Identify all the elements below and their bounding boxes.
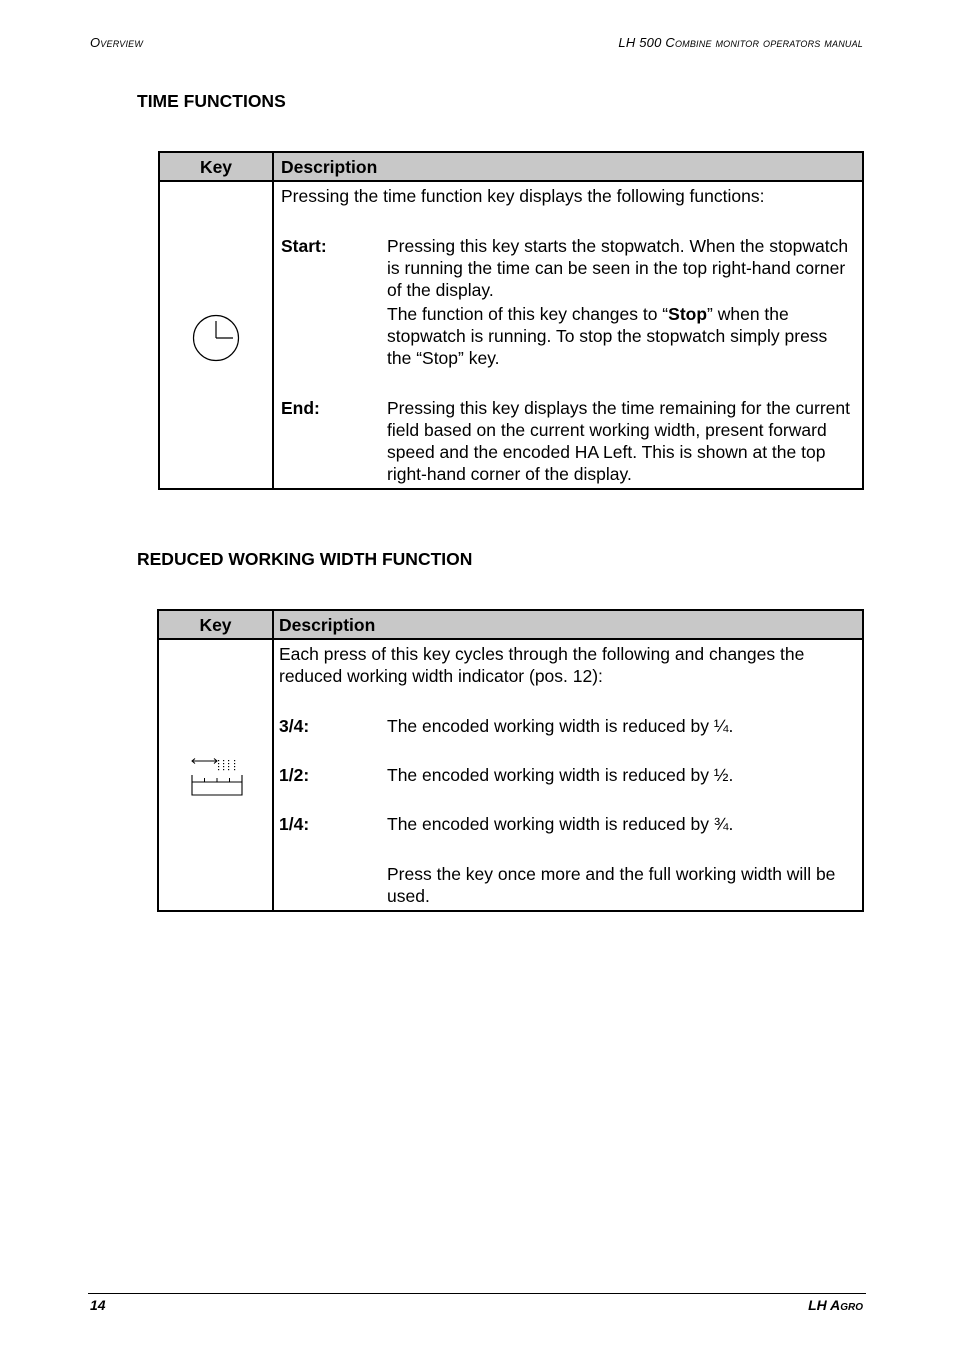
width-option-text: The encoded working width is reduced by ¼. xyxy=(387,716,734,736)
reduced-width-table xyxy=(157,609,864,912)
description-column-header: Description xyxy=(273,152,863,181)
closing-note xyxy=(279,863,856,907)
footer-divider xyxy=(88,1293,866,1294)
width-option-label: 1/4: xyxy=(279,814,310,834)
header-manual-title: LH 500 Combine monitor operators manual xyxy=(618,35,863,50)
table-header-row xyxy=(158,610,863,639)
clock-icon xyxy=(192,314,240,367)
time-functions-table xyxy=(158,151,864,490)
list-item xyxy=(279,813,856,835)
width-option-text: The encoded working width is reduced by ½. xyxy=(387,765,734,785)
width-option-text: The encoded working width is reduced by ¾. xyxy=(387,814,734,834)
list-item xyxy=(279,764,856,786)
start-function xyxy=(281,235,856,369)
page-number: 14 xyxy=(90,1297,106,1313)
start-stop-description: The function of this key changes to “Stop” when the stopwatch is running. To stop the stopwatch simply press the “Stop” key. xyxy=(387,304,828,368)
key-column-header: Key xyxy=(159,152,273,181)
reduced-width-title: REDUCED WORKING WIDTH FUNCTION xyxy=(137,549,473,569)
table-header-row xyxy=(159,152,863,181)
width-intro-text: Each press of this key cycles through the following and changes the reduced working width indicator (pos. 12): xyxy=(279,644,805,686)
width-option-label: 3/4: xyxy=(279,716,310,736)
footer-brand: LH Agro xyxy=(808,1297,863,1313)
end-description: Pressing this key displays the time remaining for the current field based on the current working width, present forward speed and the encoded HA Left. This is shown at the top right-hand corner of the display. xyxy=(387,398,850,484)
table-row xyxy=(159,181,863,489)
time-intro-text: Pressing the time function key displays the following functions: xyxy=(281,186,765,206)
time-functions-title: TIME FUNCTIONS xyxy=(137,91,286,111)
key-column-header: Key xyxy=(158,610,273,639)
description-cell xyxy=(273,639,863,911)
list-item xyxy=(279,715,856,737)
description-cell xyxy=(273,181,863,489)
end-label: End: xyxy=(281,398,320,418)
key-cell xyxy=(158,639,273,911)
header-section-name: Overview xyxy=(90,35,144,50)
start-label: Start: xyxy=(281,236,327,256)
width-option-label: 1/2: xyxy=(279,765,310,785)
table-row xyxy=(158,639,863,911)
key-cell xyxy=(159,181,273,489)
closing-text: Press the key once more and the full working width will be used. xyxy=(387,864,836,906)
description-column-header: Description xyxy=(273,610,863,639)
reduced-width-icon xyxy=(190,757,244,804)
end-function xyxy=(281,397,856,485)
start-description: Pressing this key starts the stopwatch. When the stopwatch is running the time can be seen in the top right-hand corner of the display. xyxy=(387,236,849,300)
